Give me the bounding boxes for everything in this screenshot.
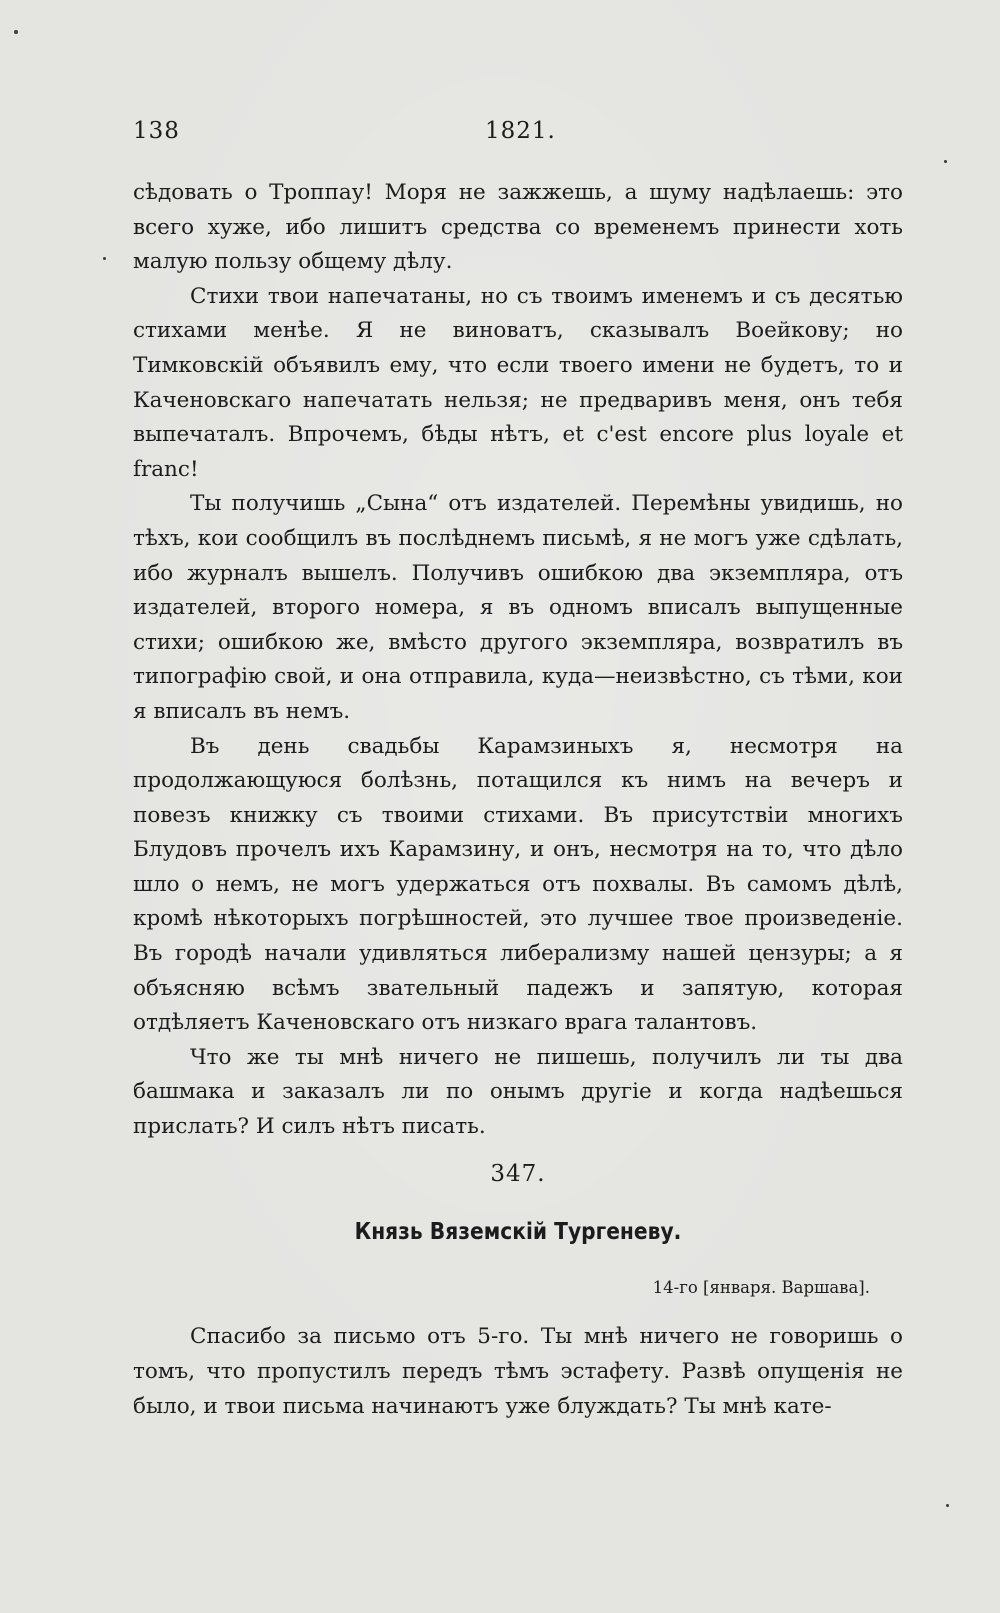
paragraph: сѣдовать о Троппау! Моря не зажжешь, а шуму надѣлаешь: это всего хуже, ибо лишитъ средства со временемъ принести хоть малую пользу общему дѣлу. xyxy=(133,180,903,275)
page-header xyxy=(133,118,903,158)
running-head-year: 1821. xyxy=(485,118,556,144)
paper-speck xyxy=(944,160,947,163)
letter-body xyxy=(133,1319,903,1424)
letter-number: 347. xyxy=(490,1161,546,1187)
paragraph: Ты получишь „Сына“ отъ издателей. Перемѣны увидишь, но тѣхъ, кои сообщилъ въ послѣднемъ письмѣ, я не могъ уже сдѣлать, ибо журналъ вышелъ. Получивъ ошибкою два экземпляра, отъ издателей, второго номера, я въ одномъ вписалъ выпущенные стихи; ошибкою же, вмѣсто другого экземпляра, возвратилъ въ типографію свой, и она отправила, куда—неизвѣстно, съ тѣми, кои я вписалъ въ немъ. xyxy=(133,491,903,724)
paragraph: Стихи твои напечатаны, но съ твоимъ именемъ и съ десятью стихами менѣе. Я не виноватъ, сказывалъ Воейкову; но Тимковскій объявилъ ему, что если твоего имени не будетъ, то и Каченовскаго напечатать нельзя; не предваривъ меня, онъ тебя выпечаталъ. Впрочемъ, бѣды нѣтъ, et c'est encore plus loyale et franc! xyxy=(133,283,903,482)
letter-continuation xyxy=(133,176,903,1145)
paper-speck xyxy=(14,30,18,34)
paper-speck xyxy=(103,257,106,260)
paragraph: Что же ты мнѣ ничего не пишешь, получилъ ли ты два башмака и заказалъ ли по онымъ другіе и когда надѣешься прислать? И силъ нѣтъ писать. xyxy=(133,1044,903,1140)
page-number: 138 xyxy=(133,118,180,144)
paragraph: Спасибо за письмо отъ 5-го. Ты мнѣ ничего не говоришь о томъ, что пропустилъ передъ тѣмъ эстафету. Развѣ опущенія не было, и твои письма начинаютъ уже блуждать? Ты мнѣ кате- xyxy=(133,1324,903,1419)
letter-dateline: 14-го [января. Варшава]. xyxy=(652,1278,870,1297)
letter-title: Князь Вяземскій Тургеневу. xyxy=(354,1219,682,1245)
paper-speck xyxy=(946,1504,949,1507)
paragraph: Въ день свадьбы Карамзиныхъ я, несмотря на продолжающуюся болѣзнь, потащился къ нимъ на вечеръ и повезъ книжку съ твоими стихами. Въ присутствіи многихъ Блудовъ прочелъ ихъ Карамзину, и онъ, несмотря на то, что дѣло шло о немъ, не могъ удержаться отъ похвалы. Въ самомъ дѣлѣ, кромѣ нѣкоторыхъ погрѣшностей, это лучшее твое произведеніе. Въ городѣ начали удивляться либерализму нашей цензуры; а я объясняю всѣмъ звательный падежъ и запятую, которая отдѣляетъ Каченовскаго отъ низкаго врага талантовъ. xyxy=(133,733,903,1036)
